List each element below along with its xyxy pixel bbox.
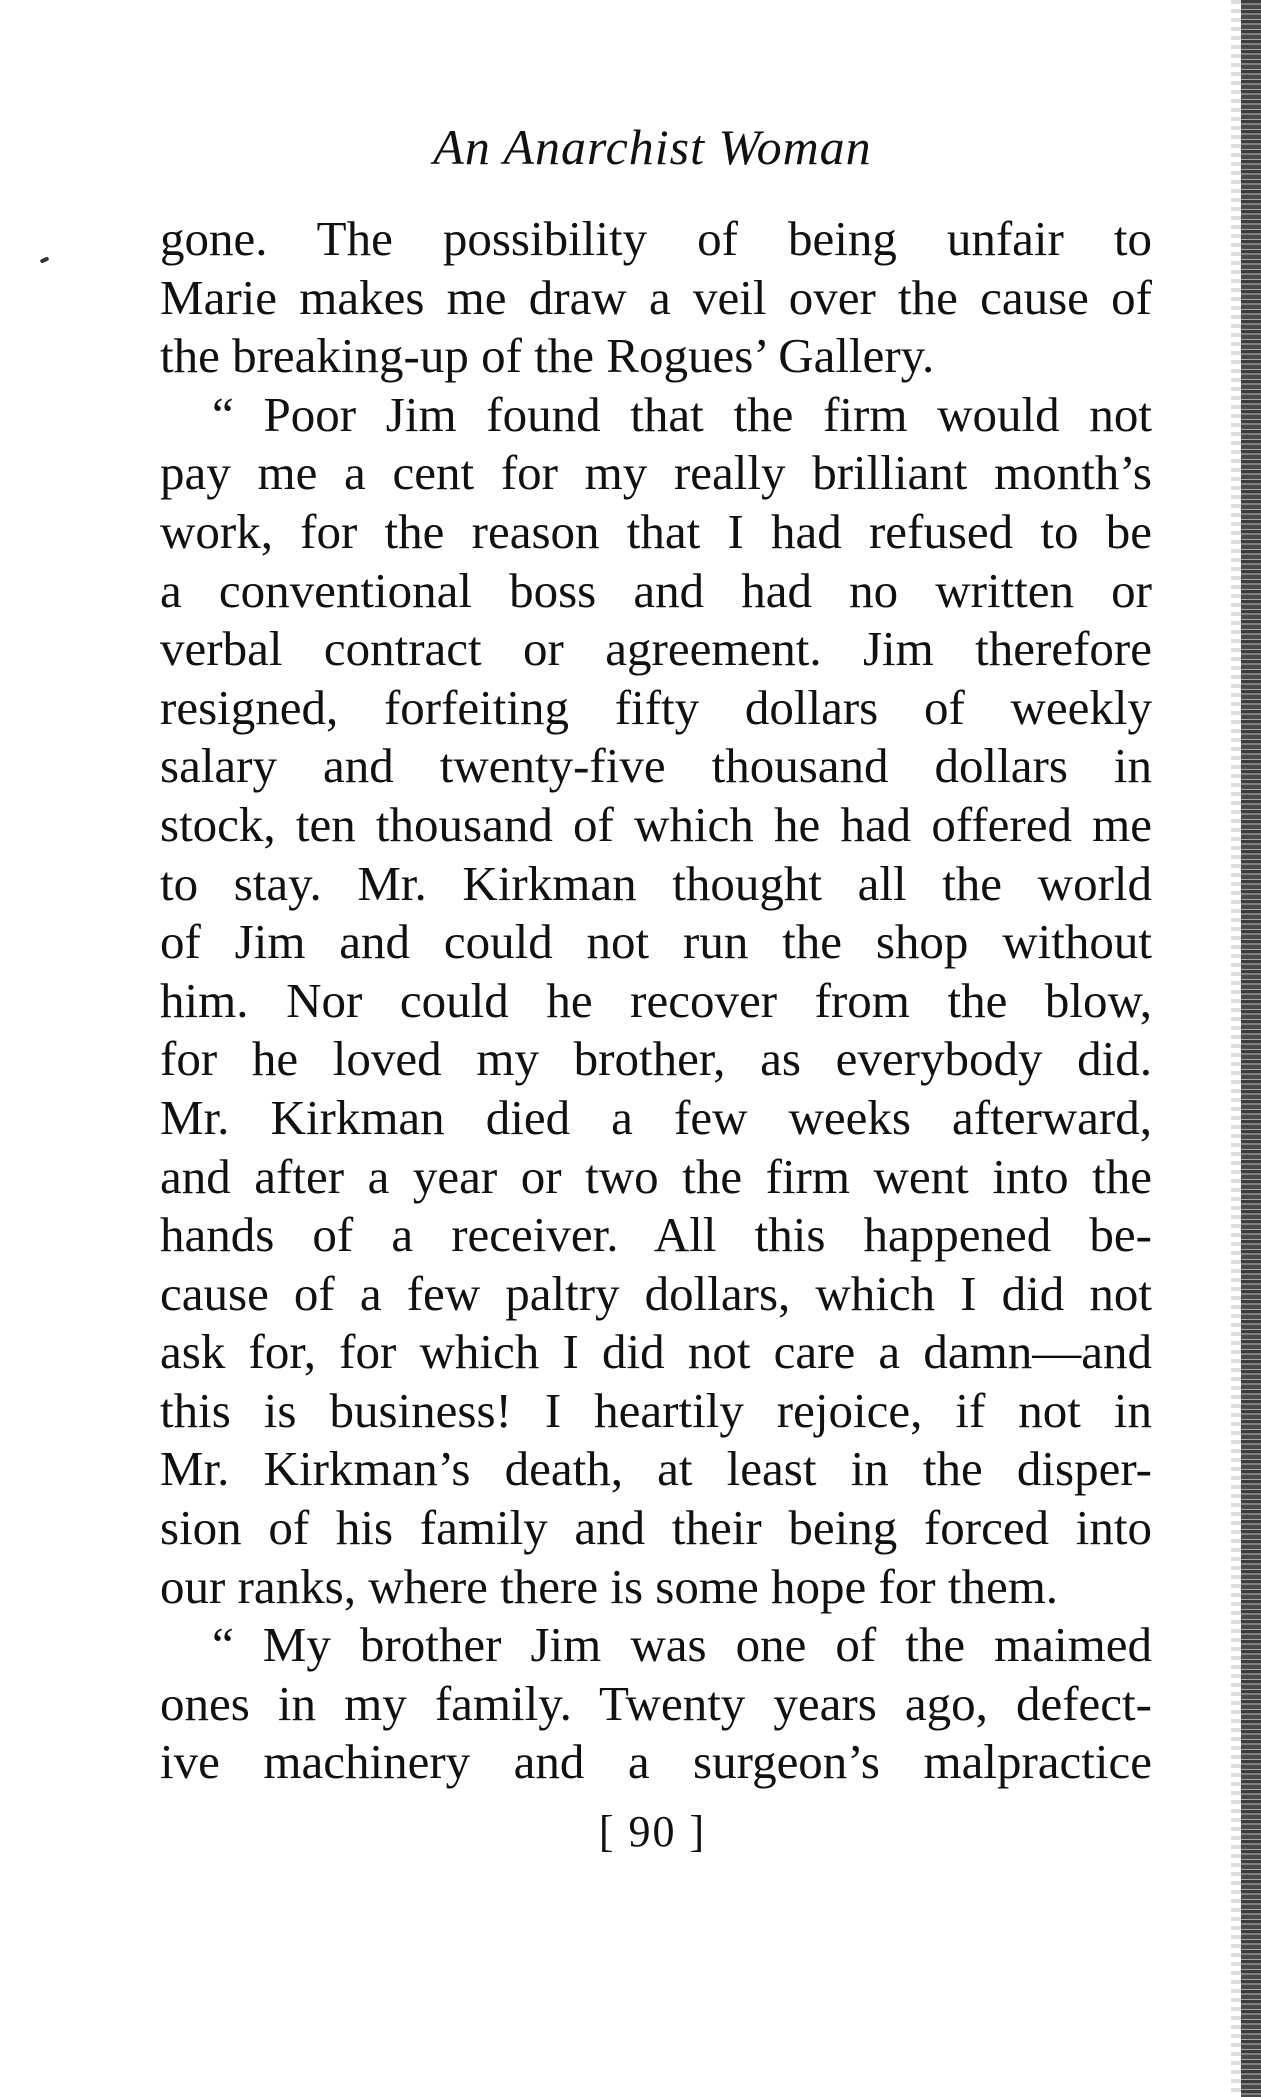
text-line: work, for the reason that I had refused to be — [160, 503, 1152, 559]
text-line: sion of his family and their being forced into — [160, 1500, 1152, 1556]
text-line: “ My brother Jim was one of the maimed — [212, 1617, 1152, 1673]
text-line: this is business! I heartily rejoice, if not in — [160, 1382, 1152, 1438]
text-line: and after a year or two the firm went into the — [160, 1148, 1152, 1204]
binding-edge — [1241, 0, 1261, 2097]
text-line: hands of a receiver. All this happened be- — [160, 1207, 1152, 1263]
running-head: An Anarchist Woman — [433, 119, 872, 175]
text-line: gone. The possibility of being unfair to — [160, 211, 1152, 266]
text-line: ones in my family. Twenty years ago, defect- — [160, 1675, 1152, 1731]
body-text — [160, 210, 1152, 1792]
text-line: resigned, forfeiting fifty dollars of weekly — [160, 679, 1152, 735]
text-line: Mr. Kirkman’s death, at least in the disper- — [160, 1441, 1152, 1497]
text-line: Mr. Kirkman died a few weeks afterward, — [160, 1089, 1152, 1145]
text-line: pay me a cent for my really brilliant month’s — [160, 445, 1152, 501]
text-line: of Jim and could not run the shop without — [160, 914, 1152, 970]
text-line: the breaking-up of the Rogues’ Gallery. — [160, 328, 935, 384]
text-line: to stay. Mr. Kirkman thought all the world — [160, 855, 1152, 911]
page-number: [ 90 ] — [598, 1807, 707, 1856]
text-line: a conventional boss and had no written or — [160, 562, 1152, 618]
text-line: our ranks, where there is some hope for them. — [160, 1558, 1059, 1614]
text-line: “ Poor Jim found that the firm would not — [212, 386, 1152, 442]
text-line: ive machinery and a surgeon’s malpractice — [160, 1734, 1152, 1790]
text-line: salary and twenty-five thousand dollars in — [160, 738, 1152, 794]
page-edge-shadow — [1231, 0, 1241, 2097]
text-line: Marie makes me draw a veil over the cause of — [160, 269, 1152, 325]
text-line: ask for, for which I did not care a damn—and — [160, 1324, 1152, 1380]
text-line: cause of a few paltry dollars, which I did not — [160, 1265, 1152, 1321]
text-line: for he loved my brother, as everybody did. — [160, 1031, 1152, 1087]
text-line: verbal contract or agreement. Jim therefore — [160, 621, 1152, 677]
text-line: him. Nor could he recover from the blow, — [160, 972, 1152, 1028]
text-line: stock, ten thousand of which he had offered me — [160, 796, 1152, 852]
ink-speck — [40, 256, 50, 263]
